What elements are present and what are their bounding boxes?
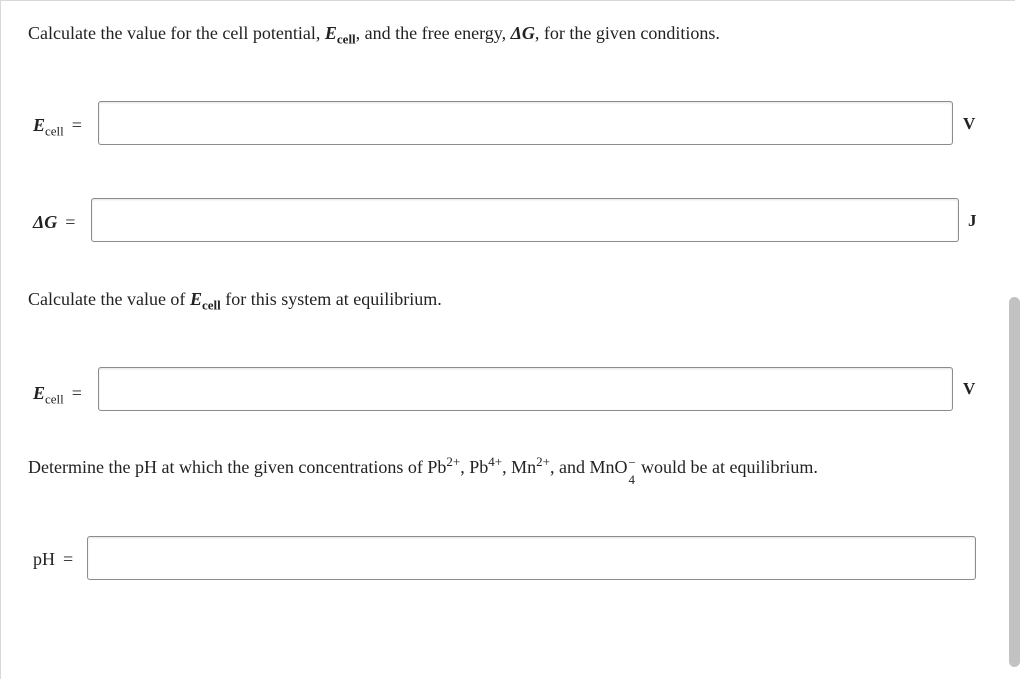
equilibrium-prompt-suffix: for this system at equilibrium.: [225, 289, 442, 309]
ph-prompt-mno-charge: −: [628, 454, 636, 470]
dg-input[interactable]: [91, 198, 959, 242]
ph-prompt-pb: Pb: [427, 457, 447, 477]
intro-suffix: , for the given conditions.: [534, 23, 720, 43]
ph-prompt-mn-charge: 2+: [536, 454, 550, 469]
intro-ecell-symbol: E: [324, 23, 337, 43]
equilibrium-prompt-symbol: E: [189, 289, 202, 309]
ph-prompt-sep3: , and: [549, 457, 585, 477]
ph-prompt-mn: Mn: [511, 457, 537, 477]
ecell-input-2[interactable]: [98, 367, 953, 411]
ecell-label-2: [33, 382, 82, 407]
dg-label: [33, 211, 75, 233]
ph-label-symbol: pH: [33, 549, 55, 569]
ph-prompt-sep1: ,: [460, 457, 465, 477]
equilibrium-prompt: [28, 288, 442, 313]
ecell-unit-1: V: [963, 114, 976, 133]
ecell-label-1-symbol: E: [33, 115, 46, 135]
ecell-label-1-sub: cell: [45, 123, 64, 139]
dg-unit: J: [968, 211, 977, 230]
ecell-unit-2: V: [963, 379, 976, 398]
intro-text: [28, 22, 720, 47]
ecell-label-1: [33, 114, 82, 139]
intro-prefix: Calculate the value for the cell potential,: [28, 23, 321, 43]
ph-input[interactable]: [87, 536, 976, 580]
intro-mid: , and the free energy,: [355, 23, 507, 43]
ph-prompt-prefix: Determine the pH at which the given concentrations of: [28, 457, 423, 477]
ecell-label-2-symbol: E: [33, 383, 46, 403]
equilibrium-prompt-prefix: Calculate the value of: [28, 289, 186, 309]
ph-prompt-mno-subsup: [627, 454, 636, 487]
dg-label-symbol: ΔG: [33, 212, 58, 232]
ecell-label-2-sub: cell: [45, 391, 64, 407]
ph-prompt: [28, 454, 818, 487]
equilibrium-prompt-sub: cell: [201, 297, 221, 313]
ecell-label-2-equals: =: [71, 383, 82, 403]
ph-prompt-pb4: Pb: [469, 457, 489, 477]
ph-prompt-suffix: would be at equilibrium.: [640, 457, 818, 477]
intro-ecell-sub: cell: [336, 31, 356, 47]
ecell-input-1[interactable]: [98, 101, 953, 145]
ph-prompt-mno: MnO: [589, 457, 628, 477]
ph-label-equals: =: [63, 549, 74, 569]
intro-dg-symbol: ΔG: [510, 23, 535, 43]
dg-label-equals: =: [65, 212, 76, 232]
ph-prompt-pb-charge: 2+: [446, 454, 461, 469]
ecell-label-1-equals: =: [71, 115, 82, 135]
scrollbar-thumb[interactable]: [1009, 297, 1020, 667]
ph-prompt-mno-sub: 4: [628, 471, 635, 487]
ph-prompt-pb4-charge: 4+: [488, 454, 503, 469]
ph-label: [33, 548, 73, 570]
ph-prompt-sep2: ,: [502, 457, 507, 477]
